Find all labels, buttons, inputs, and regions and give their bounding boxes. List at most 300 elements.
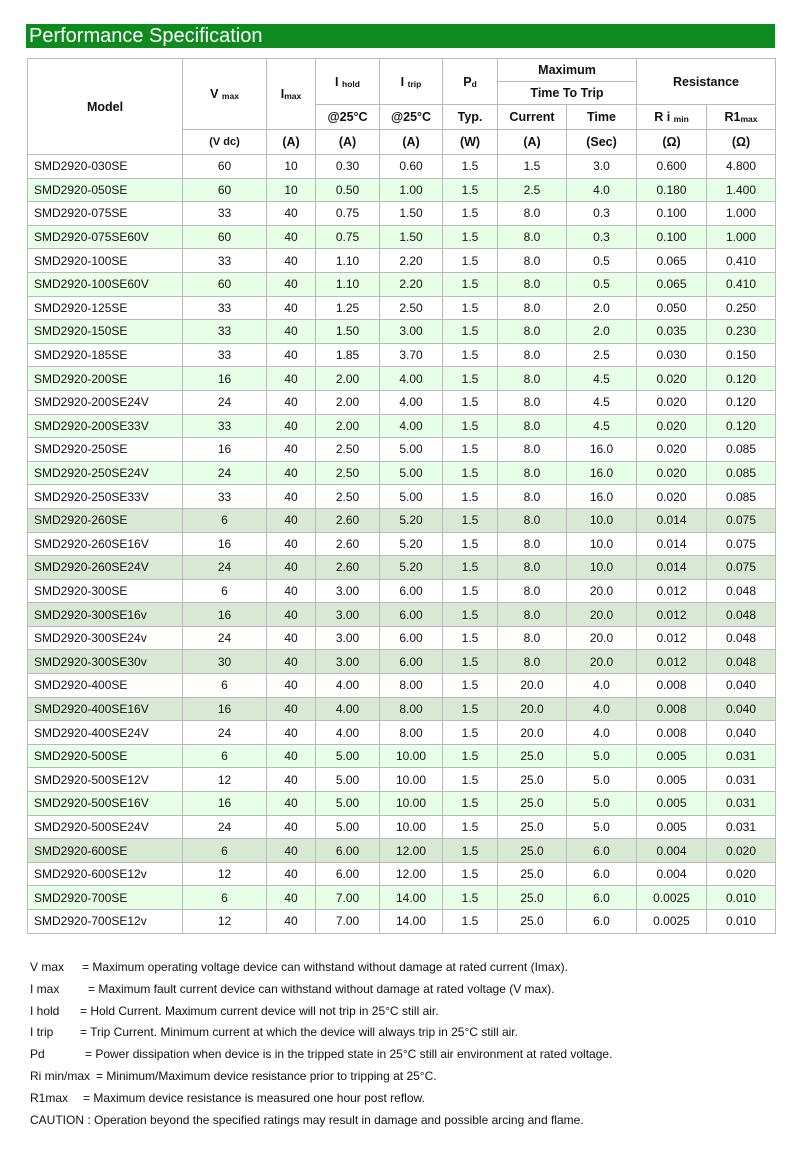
cell-itrip: 14.00 [380, 886, 443, 910]
table-row [28, 438, 776, 462]
cell-imax: 40 [267, 792, 316, 816]
table-row [28, 225, 776, 249]
header-ihold-unit: (A) [316, 130, 380, 155]
cell-imax: 40 [267, 438, 316, 462]
cell-rimin: 0.065 [637, 272, 707, 296]
cell-model: SMD2920-600SE [28, 839, 183, 863]
cell-pd: 1.5 [443, 414, 498, 438]
cell-itrip: 5.20 [380, 532, 443, 556]
cell-r1max: 0.085 [707, 461, 776, 485]
cell-pd: 1.5 [443, 508, 498, 532]
note-term: R1max [30, 1090, 69, 1105]
cell-current: 25.0 [498, 768, 567, 792]
note-definition: = Minimum/Maximum device resistance prior to tripping at 25°C. [96, 1068, 437, 1083]
cell-model: SMD2920-260SE24V [28, 556, 183, 580]
cell-imax: 40 [267, 296, 316, 320]
cell-imax: 40 [267, 697, 316, 721]
cell-imax: 40 [267, 579, 316, 603]
cell-imax: 40 [267, 485, 316, 509]
cell-time: 4.5 [567, 414, 637, 438]
note-definition: = Hold Current. Maximum current device will not trip in 25°C still air. [80, 1003, 439, 1018]
header-imax-unit: (A) [267, 130, 316, 155]
table-row [28, 249, 776, 273]
cell-ihold: 3.00 [316, 626, 380, 650]
cell-imax: 40 [267, 674, 316, 698]
table-row [28, 839, 776, 863]
cell-vmax: 24 [183, 721, 267, 745]
cell-rimin: 0.050 [637, 296, 707, 320]
cell-model: SMD2920-250SE33V [28, 485, 183, 509]
cell-pd: 1.5 [443, 532, 498, 556]
note-term: Pd [30, 1047, 45, 1062]
cell-model: SMD2920-185SE [28, 343, 183, 367]
cell-rimin: 0.004 [637, 839, 707, 863]
table-row [28, 697, 776, 721]
page-title: Performance Specification [26, 24, 775, 48]
table-row [28, 768, 776, 792]
cell-model: SMD2920-075SE60V [28, 225, 183, 249]
table-row [28, 296, 776, 320]
header-r1max: R1max [707, 105, 776, 130]
cell-r1max: 0.075 [707, 508, 776, 532]
cell-model: SMD2920-100SE60V [28, 272, 183, 296]
cell-vmax: 6 [183, 508, 267, 532]
cell-vmax: 33 [183, 320, 267, 344]
header-itrip: I trip [380, 59, 443, 105]
cell-itrip: 8.00 [380, 674, 443, 698]
cell-vmax: 6 [183, 839, 267, 863]
cell-r1max: 0.020 [707, 862, 776, 886]
cell-rimin: 0.180 [637, 178, 707, 202]
cell-rimin: 0.008 [637, 721, 707, 745]
cell-itrip: 2.20 [380, 249, 443, 273]
cell-imax: 40 [267, 839, 316, 863]
table-row [28, 414, 776, 438]
cell-ihold: 2.00 [316, 414, 380, 438]
cell-vmax: 33 [183, 343, 267, 367]
cell-model: SMD2920-260SE [28, 508, 183, 532]
cell-ihold: 2.60 [316, 556, 380, 580]
cell-time: 16.0 [567, 438, 637, 462]
note-definition: = Maximum device resistance is measured one hour post reflow. [83, 1090, 425, 1105]
cell-pd: 1.5 [443, 249, 498, 273]
table-row [28, 579, 776, 603]
cell-vmax: 16 [183, 438, 267, 462]
cell-model: SMD2920-250SE24V [28, 461, 183, 485]
cell-vmax: 24 [183, 626, 267, 650]
cell-model: SMD2920-200SE [28, 367, 183, 391]
header-current-unit: (A) [498, 130, 567, 155]
cell-pd: 1.5 [443, 839, 498, 863]
cell-model: SMD2920-200SE24V [28, 390, 183, 414]
cell-rimin: 0.100 [637, 225, 707, 249]
cell-imax: 40 [267, 556, 316, 580]
cell-itrip: 8.00 [380, 697, 443, 721]
cell-current: 8.0 [498, 249, 567, 273]
cell-time: 6.0 [567, 839, 637, 863]
cell-imax: 40 [267, 343, 316, 367]
cell-pd: 1.5 [443, 721, 498, 745]
cell-pd: 1.5 [443, 178, 498, 202]
cell-vmax: 16 [183, 367, 267, 391]
cell-rimin: 0.005 [637, 792, 707, 816]
cell-imax: 40 [267, 650, 316, 674]
header-pd: Pd [443, 59, 498, 105]
cell-time: 6.0 [567, 910, 637, 934]
cell-ihold: 2.50 [316, 461, 380, 485]
cell-rimin: 0.014 [637, 556, 707, 580]
table-row [28, 343, 776, 367]
cell-ihold: 3.00 [316, 603, 380, 627]
cell-vmax: 12 [183, 910, 267, 934]
cell-pd: 1.5 [443, 343, 498, 367]
cell-model: SMD2920-030SE [28, 155, 183, 179]
cell-ihold: 5.00 [316, 744, 380, 768]
cell-itrip: 12.00 [380, 862, 443, 886]
cell-r1max: 0.031 [707, 768, 776, 792]
cell-vmax: 33 [183, 296, 267, 320]
header-vmax-unit: (V dc) [183, 130, 267, 155]
note-definition: = Trip Current. Minimum current at which the device will always trip in 25°C still air. [80, 1025, 518, 1040]
cell-rimin: 0.014 [637, 508, 707, 532]
cell-r1max: 0.048 [707, 579, 776, 603]
header-ihold-condition: @25°C [316, 105, 380, 130]
note-row [30, 1110, 612, 1132]
cell-model: SMD2920-500SE [28, 744, 183, 768]
cell-rimin: 0.0025 [637, 910, 707, 934]
cell-itrip: 6.00 [380, 603, 443, 627]
cell-current: 20.0 [498, 721, 567, 745]
cell-r1max: 0.085 [707, 438, 776, 462]
cell-r1max: 0.031 [707, 815, 776, 839]
cell-vmax: 24 [183, 461, 267, 485]
cell-current: 8.0 [498, 225, 567, 249]
cell-pd: 1.5 [443, 603, 498, 627]
header-vmax: V max [183, 59, 267, 130]
header-rimin-unit: (Ω) [637, 130, 707, 155]
cell-vmax: 16 [183, 532, 267, 556]
cell-r1max: 0.040 [707, 674, 776, 698]
cell-itrip: 4.00 [380, 414, 443, 438]
cell-model: SMD2920-075SE [28, 202, 183, 226]
header-itrip-condition: @25°C [380, 105, 443, 130]
cell-r1max: 0.020 [707, 839, 776, 863]
cell-itrip: 1.50 [380, 202, 443, 226]
cell-itrip: 6.00 [380, 650, 443, 674]
table-row [28, 862, 776, 886]
cell-r1max: 1.400 [707, 178, 776, 202]
header-r1max-unit: (Ω) [707, 130, 776, 155]
cell-time: 6.0 [567, 886, 637, 910]
header-ihold: I hold [316, 59, 380, 105]
table-row [28, 603, 776, 627]
cell-r1max: 0.075 [707, 556, 776, 580]
note-term: I max [30, 981, 60, 996]
note-term: V max [30, 960, 65, 974]
cell-time: 5.0 [567, 815, 637, 839]
cell-time: 20.0 [567, 626, 637, 650]
cell-current: 8.0 [498, 626, 567, 650]
table-row [28, 367, 776, 391]
cell-ihold: 1.10 [316, 249, 380, 273]
cell-model: SMD2920-400SE16V [28, 697, 183, 721]
cell-current: 25.0 [498, 815, 567, 839]
table-row [28, 815, 776, 839]
notes-section [30, 957, 612, 1131]
cell-r1max: 4.800 [707, 155, 776, 179]
table-row [28, 485, 776, 509]
performance-table [27, 58, 776, 934]
cell-itrip: 10.00 [380, 768, 443, 792]
cell-vmax: 60 [183, 178, 267, 202]
cell-itrip: 10.00 [380, 792, 443, 816]
cell-time: 20.0 [567, 579, 637, 603]
cell-imax: 40 [267, 320, 316, 344]
cell-current: 8.0 [498, 650, 567, 674]
cell-ihold: 6.00 [316, 839, 380, 863]
cell-model: SMD2920-300SE30v [28, 650, 183, 674]
cell-itrip: 6.00 [380, 626, 443, 650]
cell-ihold: 2.50 [316, 438, 380, 462]
cell-vmax: 60 [183, 155, 267, 179]
cell-model: SMD2920-600SE12v [28, 862, 183, 886]
cell-current: 25.0 [498, 839, 567, 863]
cell-time: 10.0 [567, 532, 637, 556]
cell-pd: 1.5 [443, 768, 498, 792]
header-resistance: Resistance [637, 59, 776, 105]
cell-imax: 40 [267, 910, 316, 934]
cell-itrip: 6.00 [380, 579, 443, 603]
cell-rimin: 0.020 [637, 461, 707, 485]
cell-pd: 1.5 [443, 579, 498, 603]
cell-time: 2.0 [567, 320, 637, 344]
cell-itrip: 10.00 [380, 744, 443, 768]
note-definition: = Maximum operating voltage device can withstand without damage at rated current (Imax). [82, 960, 568, 974]
table-row [28, 674, 776, 698]
cell-pd: 1.5 [443, 815, 498, 839]
cell-ihold: 1.25 [316, 296, 380, 320]
cell-current: 1.5 [498, 155, 567, 179]
cell-rimin: 0.005 [637, 768, 707, 792]
cell-model: SMD2920-100SE [28, 249, 183, 273]
cell-r1max: 0.120 [707, 414, 776, 438]
cell-time: 4.5 [567, 367, 637, 391]
cell-pd: 1.5 [443, 272, 498, 296]
cell-model: SMD2920-260SE16V [28, 532, 183, 556]
table-row [28, 508, 776, 532]
note-row [30, 1066, 612, 1088]
cell-pd: 1.5 [443, 862, 498, 886]
table-row [28, 390, 776, 414]
cell-current: 25.0 [498, 744, 567, 768]
cell-itrip: 4.00 [380, 390, 443, 414]
header-max-time-to-trip-line1: Maximum [498, 59, 637, 82]
cell-imax: 40 [267, 721, 316, 745]
cell-itrip: 3.00 [380, 320, 443, 344]
cell-ihold: 5.00 [316, 768, 380, 792]
cell-time: 0.3 [567, 202, 637, 226]
table-row [28, 532, 776, 556]
table-row [28, 886, 776, 910]
note-row [30, 1044, 612, 1066]
cell-itrip: 5.00 [380, 485, 443, 509]
cell-r1max: 0.048 [707, 650, 776, 674]
note-term: I trip [30, 1025, 54, 1040]
cell-r1max: 0.031 [707, 792, 776, 816]
cell-itrip: 10.00 [380, 815, 443, 839]
cell-time: 6.0 [567, 862, 637, 886]
cell-vmax: 60 [183, 225, 267, 249]
cell-itrip: 0.60 [380, 155, 443, 179]
note-row [30, 1022, 612, 1044]
cell-vmax: 16 [183, 697, 267, 721]
cell-vmax: 12 [183, 862, 267, 886]
cell-time: 16.0 [567, 461, 637, 485]
cell-current: 8.0 [498, 603, 567, 627]
cell-current: 8.0 [498, 367, 567, 391]
table-row [28, 320, 776, 344]
header-pd-condition: Typ. [443, 105, 498, 130]
cell-imax: 40 [267, 886, 316, 910]
cell-itrip: 2.50 [380, 296, 443, 320]
cell-imax: 40 [267, 367, 316, 391]
cell-r1max: 0.010 [707, 910, 776, 934]
cell-r1max: 0.120 [707, 367, 776, 391]
cell-imax: 10 [267, 155, 316, 179]
cell-r1max: 0.048 [707, 626, 776, 650]
note-term: CAUTION [30, 1112, 84, 1127]
cell-itrip: 5.20 [380, 556, 443, 580]
cell-vmax: 24 [183, 815, 267, 839]
cell-model: SMD2920-500SE24V [28, 815, 183, 839]
cell-vmax: 6 [183, 744, 267, 768]
cell-ihold: 2.00 [316, 367, 380, 391]
cell-pd: 1.5 [443, 626, 498, 650]
cell-r1max: 0.048 [707, 603, 776, 627]
cell-ihold: 5.00 [316, 815, 380, 839]
cell-pd: 1.5 [443, 438, 498, 462]
cell-time: 3.0 [567, 155, 637, 179]
cell-itrip: 5.00 [380, 461, 443, 485]
cell-rimin: 0.600 [637, 155, 707, 179]
cell-time: 0.5 [567, 272, 637, 296]
cell-itrip: 2.20 [380, 272, 443, 296]
cell-r1max: 0.010 [707, 886, 776, 910]
cell-itrip: 14.00 [380, 910, 443, 934]
cell-imax: 40 [267, 272, 316, 296]
cell-vmax: 60 [183, 272, 267, 296]
cell-model: SMD2920-125SE [28, 296, 183, 320]
cell-vmax: 6 [183, 579, 267, 603]
cell-pd: 1.5 [443, 556, 498, 580]
cell-itrip: 1.00 [380, 178, 443, 202]
cell-imax: 40 [267, 626, 316, 650]
cell-imax: 40 [267, 815, 316, 839]
cell-ihold: 6.00 [316, 862, 380, 886]
cell-current: 25.0 [498, 886, 567, 910]
cell-r1max: 0.075 [707, 532, 776, 556]
cell-vmax: 6 [183, 886, 267, 910]
cell-pd: 1.5 [443, 650, 498, 674]
cell-rimin: 0.020 [637, 414, 707, 438]
cell-pd: 1.5 [443, 367, 498, 391]
header-time-unit: (Sec) [567, 130, 637, 155]
table-row [28, 626, 776, 650]
cell-pd: 1.5 [443, 296, 498, 320]
table-row [28, 650, 776, 674]
cell-imax: 40 [267, 768, 316, 792]
cell-ihold: 3.00 [316, 650, 380, 674]
cell-itrip: 8.00 [380, 721, 443, 745]
cell-imax: 40 [267, 202, 316, 226]
cell-current: 8.0 [498, 438, 567, 462]
cell-imax: 40 [267, 414, 316, 438]
cell-model: SMD2920-700SE12v [28, 910, 183, 934]
cell-imax: 40 [267, 390, 316, 414]
cell-rimin: 0.004 [637, 862, 707, 886]
cell-vmax: 33 [183, 249, 267, 273]
cell-ihold: 7.00 [316, 886, 380, 910]
cell-ihold: 0.30 [316, 155, 380, 179]
cell-vmax: 16 [183, 792, 267, 816]
cell-r1max: 0.085 [707, 485, 776, 509]
cell-ihold: 2.60 [316, 532, 380, 556]
cell-ihold: 0.50 [316, 178, 380, 202]
cell-ihold: 4.00 [316, 697, 380, 721]
cell-itrip: 5.00 [380, 438, 443, 462]
cell-model: SMD2920-300SE16v [28, 603, 183, 627]
cell-pd: 1.5 [443, 744, 498, 768]
cell-time: 10.0 [567, 556, 637, 580]
cell-model: SMD2920-500SE16V [28, 792, 183, 816]
cell-vmax: 33 [183, 202, 267, 226]
cell-pd: 1.5 [443, 674, 498, 698]
cell-pd: 1.5 [443, 320, 498, 344]
cell-rimin: 0.012 [637, 579, 707, 603]
cell-model: SMD2920-200SE33V [28, 414, 183, 438]
cell-rimin: 0.020 [637, 438, 707, 462]
cell-rimin: 0.014 [637, 532, 707, 556]
cell-rimin: 0.012 [637, 626, 707, 650]
cell-imax: 40 [267, 508, 316, 532]
cell-pd: 1.5 [443, 792, 498, 816]
cell-time: 5.0 [567, 768, 637, 792]
cell-current: 25.0 [498, 792, 567, 816]
header-pd-unit: (W) [443, 130, 498, 155]
table-row [28, 721, 776, 745]
cell-r1max: 0.230 [707, 320, 776, 344]
cell-ihold: 4.00 [316, 721, 380, 745]
table-row [28, 910, 776, 934]
cell-current: 20.0 [498, 697, 567, 721]
cell-model: SMD2920-500SE12V [28, 768, 183, 792]
table-row [28, 155, 776, 179]
cell-r1max: 0.150 [707, 343, 776, 367]
cell-time: 0.3 [567, 225, 637, 249]
header-model: Model [28, 59, 183, 155]
cell-ihold: 2.00 [316, 390, 380, 414]
header-itrip-unit: (A) [380, 130, 443, 155]
note-definition: : Operation beyond the specified ratings may result in damage and possible arcing and flame. [87, 1112, 584, 1127]
header-time: Time [567, 105, 637, 130]
note-term: I hold [30, 1003, 60, 1018]
cell-itrip: 12.00 [380, 839, 443, 863]
cell-time: 4.5 [567, 390, 637, 414]
cell-ihold: 0.75 [316, 225, 380, 249]
cell-model: SMD2920-150SE [28, 320, 183, 344]
cell-time: 10.0 [567, 508, 637, 532]
cell-rimin: 0.012 [637, 603, 707, 627]
